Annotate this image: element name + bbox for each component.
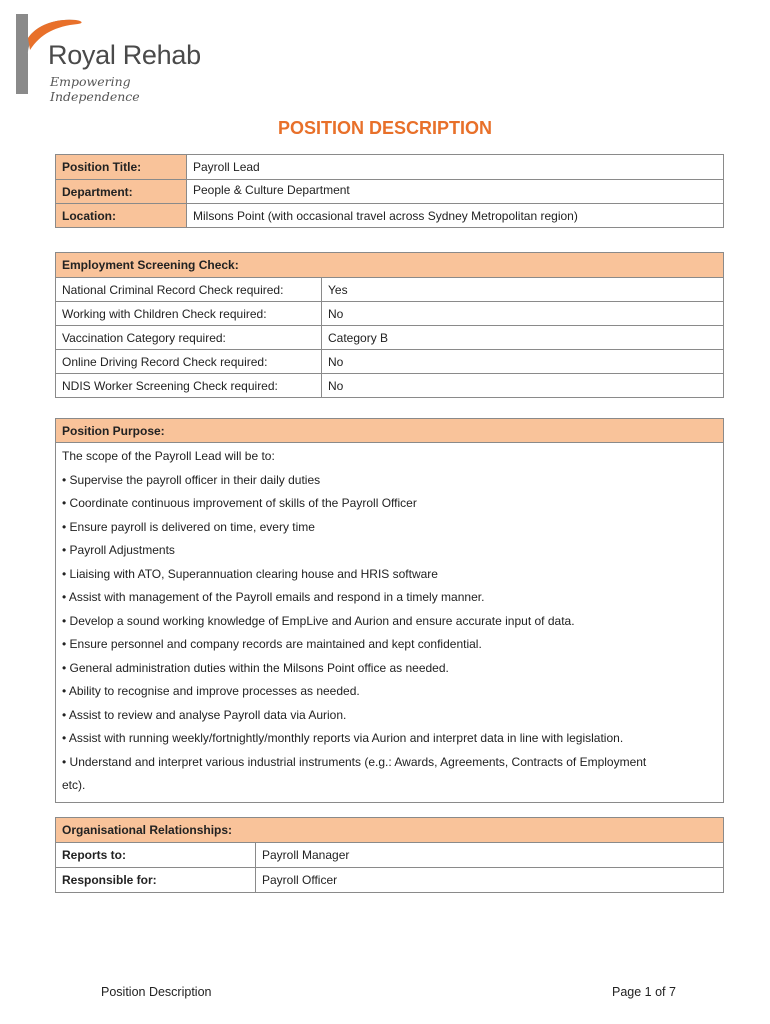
screening-table [55,252,724,398]
table-row [56,155,724,180]
screening-value: No [322,350,724,374]
table-row [56,253,724,278]
reports-to-value: Payroll Manager [256,843,724,868]
purpose-intro: The scope of the Payroll Lead will be to: [62,449,275,463]
list-item: • Ability to recognise and improve processes as needed. [62,684,360,698]
department-value: People & Culture Department [187,180,724,204]
table-row [56,374,724,398]
logo-tagline: Empowering Independence [50,74,140,104]
royal-rehab-logo [14,14,224,104]
responsible-for-value: Payroll Officer [256,868,724,893]
list-item: • Assist with management of the Payroll emails and respond in a timely manner. [62,590,485,604]
screening-label: Vaccination Category required: [56,326,322,350]
position-info-table [55,154,724,228]
table-row [56,843,724,868]
responsible-for-label: Responsible for: [56,868,256,893]
list-item: • Ensure personnel and company records are maintained and kept confidential. [62,637,482,651]
footer-left: Position Description [101,985,212,999]
table-row [56,868,724,893]
screening-label: Working with Children Check required: [56,302,322,326]
relationships-header: Organisational Relationships: [56,818,724,843]
table-row [56,278,724,302]
location-value: Milsons Point (with occasional travel across Sydney Metropolitan region) [187,204,724,228]
table-row [56,302,724,326]
list-item: • Assist to review and analyse Payroll data via Aurion. [62,707,347,722]
list-item: etc). [62,778,86,792]
list-item: • Coordinate continuous improvement of skills of the Payroll Officer [62,496,417,510]
list-item: • Understand and interpret various industrial instruments (e.g.: Awards, Agreements, Contracts of Employment [62,754,647,769]
list-item: • Ensure payroll is delivered on time, every time [62,519,315,534]
list-item: • Assist with running weekly/fortnightly/monthly reports via Aurion and interpret data in line with legislation. [62,731,624,745]
table-row [56,350,724,374]
purpose-body [56,443,724,803]
position-title-value: Payroll Lead [187,155,724,180]
screening-value: Yes [322,278,724,302]
department-label: Department: [56,180,187,204]
screening-label: Online Driving Record Check required: [56,350,322,374]
list-item: • General administration duties within the Milsons Point office as needed. [62,660,449,675]
screening-value: No [322,302,724,326]
reports-to-label: Reports to: [56,843,256,868]
page-title: POSITION DESCRIPTION [277,118,493,138]
table-row [56,180,724,204]
logo-name: Royal Rehab [48,40,201,70]
list-item: • Supervise the payroll officer in their daily duties [62,472,321,487]
list-item: • Payroll Adjustments [62,543,175,557]
screening-label: National Criminal Record Check required: [56,278,322,302]
table-row [56,443,724,803]
table-row [56,818,724,843]
relationships-table [55,817,724,893]
table-row [56,419,724,443]
table-row [56,204,724,228]
screening-label: NDIS Worker Screening Check required: [56,374,322,398]
location-label: Location: [56,204,187,228]
list-item: • Develop a sound working knowledge of EmpLive and Aurion and ensure accurate input of data. [62,613,575,628]
list-item: • Liaising with ATO, Superannuation clearing house and HRIS software [62,566,438,581]
table-row [56,326,724,350]
screening-value: Category B [322,326,724,350]
screening-value: No [322,374,724,398]
position-purpose-table [55,418,724,803]
screening-header: Employment Screening Check: [56,253,724,278]
page-number: Page 1 of 7 [612,985,676,999]
position-title-label: Position Title: [56,155,187,180]
purpose-header: Position Purpose: [56,419,724,443]
